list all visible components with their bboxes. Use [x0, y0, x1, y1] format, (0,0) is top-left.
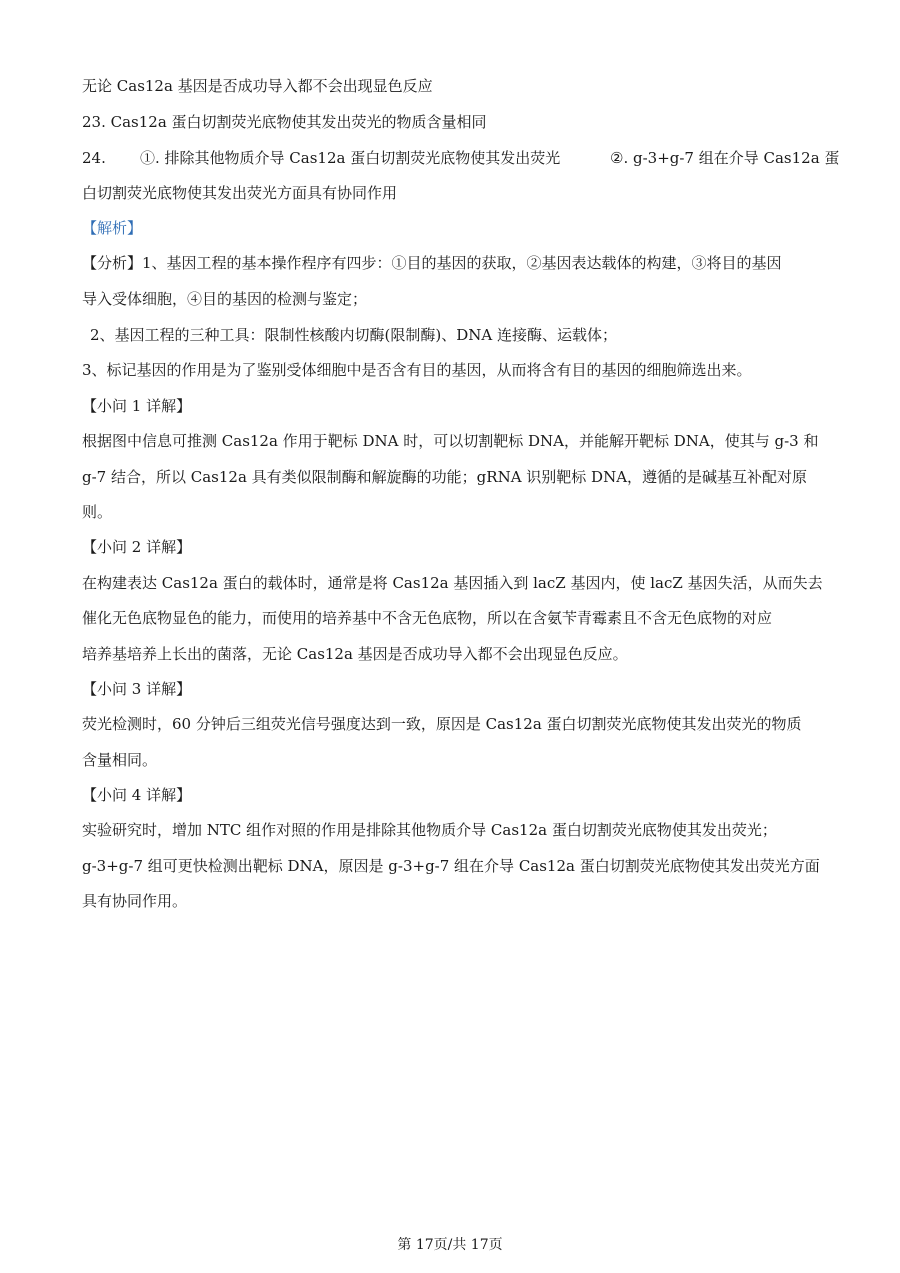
sub-question-4-line-1: 实验研究时，增加 NTC 组作对照的作用是排除其他物质介导 Cas12a 蛋白切割荧光底物使其发出荧光； — [82, 821, 777, 839]
sub-question-1-line-3: 则。 — [82, 503, 113, 521]
answer-22-tail: 无论 Cas12a 基因是否成功导入都不会出现显色反应 — [82, 77, 433, 95]
sub-question-1-line-1: 根据图中信息可推测 Cas12a 作用于靶标 DNA 时，可以切割靶标 DNA，并能解开靶标 DNA，使其与 g-3 和 — [82, 432, 819, 450]
sub-question-4-title: 【小问 4 详解】 — [82, 786, 192, 804]
answer-24-part-a: ①. 排除其他物质介导 Cas12a 蛋白切割荧光底物使其发出荧光 — [140, 149, 561, 167]
sub-question-2-line-2: 催化无色底物显色的能力，而使用的培养基中不含无色底物，所以在含氨苄青霉素且不含无色底物的对应 — [82, 609, 773, 627]
answer-24-part-b: ②. g-3+g-7 组在介导 Cas12a 蛋 — [610, 149, 840, 167]
sub-question-2-title: 【小问 2 详解】 — [82, 538, 192, 556]
answer-24-number: 24. — [82, 149, 106, 167]
sub-question-3-line-2: 含量相同。 — [82, 751, 158, 769]
analysis-line-1: 【分析】1、基因工程的基本操作程序有四步：①目的基因的获取，②基因表达载体的构建，③将目的基因 — [82, 254, 782, 272]
sub-question-4-line-3: 具有协同作用。 — [82, 892, 188, 910]
answer-24 — [82, 147, 840, 169]
sub-question-3-line-1: 荧光检测时，60 分钟后三组荧光信号强度达到一致，原因是 Cas12a 蛋白切割荧光底物使其发出荧光的物质 — [82, 715, 802, 733]
analysis-line-2: 导入受体细胞，④目的基因的检测与鉴定； — [82, 290, 368, 308]
analysis-heading: 【解析】 — [82, 219, 143, 237]
sub-question-1-title: 【小问 1 详解】 — [82, 397, 192, 415]
analysis-line-3: 2、基因工程的三种工具：限制性核酸内切酶(限制酶)、DNA 连接酶、运载体； — [90, 326, 618, 344]
answer-23: 23. Cas12a 蛋白切割荧光底物使其发出荧光的物质含量相同 — [82, 113, 487, 131]
page-number: 第 17页/共 17页 — [397, 1237, 503, 1253]
analysis-line-4: 3、标记基因的作用是为了鉴别受体细胞中是否含有目的基因，从而将含有目的基因的细胞筛选出来。 — [82, 361, 752, 379]
sub-question-4-line-2: g-3+g-7 组可更快检测出靶标 DNA，原因是 g-3+g-7 组在介导 Cas12a 蛋白切割荧光底物使其发出荧光方面 — [82, 857, 820, 875]
sub-question-3-title: 【小问 3 详解】 — [82, 680, 192, 698]
sub-question-2-line-3: 培养基培养上长出的菌落，无论 Cas12a 基因是否成功导入都不会出现显色反应。 — [82, 645, 628, 663]
answer-24-continued: 白切割荧光底物使其发出荧光方面具有协同作用 — [82, 184, 398, 202]
sub-question-1-line-2: g-7 结合，所以 Cas12a 具有类似限制酶和解旋酶的功能；gRNA 识别靶标 DNA，遵循的是碱基互补配对原 — [82, 468, 808, 486]
sub-question-2-line-1: 在构建表达 Cas12a 蛋白的载体时，通常是将 Cas12a 基因插入到 lacZ 基因内，使 lacZ 基因失活，从而失去 — [82, 574, 823, 592]
